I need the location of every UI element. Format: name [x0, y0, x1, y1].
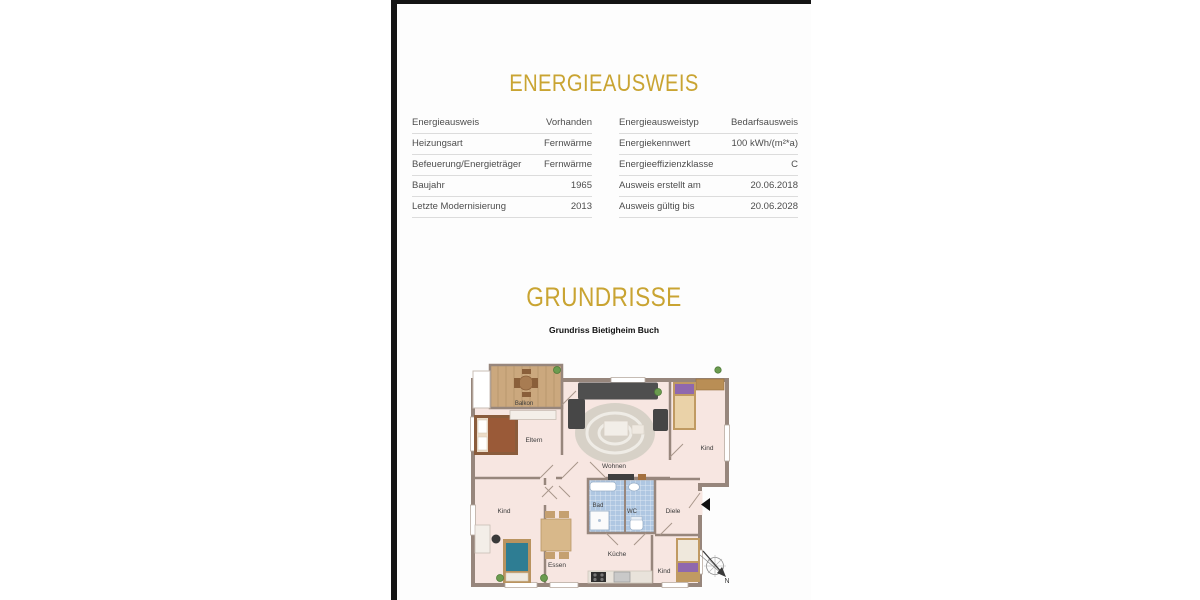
room-label: Essen	[547, 562, 567, 569]
energy-row-value: 2013	[570, 201, 592, 212]
energy-row-value: Fernwärme	[543, 138, 592, 149]
room-label: Küche	[607, 551, 627, 558]
energy-row-label: Ausweis gültig bis	[619, 201, 695, 212]
room-label: Balkon	[514, 401, 534, 407]
energy-table-right	[619, 113, 798, 218]
room-label: WC	[627, 509, 637, 515]
energy-row-label: Energieausweistyp	[619, 117, 699, 128]
energy-table-row	[412, 134, 592, 155]
energy-row-label: Befeuerung/Energieträger	[412, 159, 522, 170]
balcony-table	[519, 376, 533, 390]
expose-page	[397, 4, 811, 600]
balcony-side-niche	[473, 371, 490, 408]
energy-row-value: 1965	[570, 180, 592, 191]
energy-table-row	[412, 155, 592, 176]
section-title-energieausweis: ENERGIEAUSWEIS	[509, 70, 699, 97]
energy-row-value: 100 kWh/(m²*a)	[731, 138, 798, 149]
room-label: Eltern	[525, 437, 543, 444]
kitchen-counter	[588, 571, 652, 583]
energy-row-label: Energieausweis	[412, 117, 480, 128]
energy-table-row	[412, 176, 592, 197]
room-label: Kind	[497, 508, 511, 515]
room-label: Diele	[665, 508, 681, 515]
room-label: Kind	[700, 445, 714, 452]
room-label: Wohnen	[601, 463, 627, 470]
floorplan-image	[410, 345, 800, 600]
energy-row-value: 20.06.2018	[750, 180, 798, 191]
energy-row-value: Fernwärme	[543, 159, 592, 170]
room-label: Kind	[657, 568, 671, 575]
energy-row-label: Ausweis erstellt am	[619, 180, 701, 191]
energy-row-value: Bedarfsausweis	[730, 117, 798, 128]
section-title-grundrisse: GRUNDRISSE	[526, 282, 682, 312]
energy-row-label: Heizungsart	[412, 138, 463, 149]
energy-row-label: Baujahr	[412, 180, 445, 191]
energy-row-label: Letzte Modernisierung	[412, 201, 506, 212]
room-label: Bad	[592, 503, 604, 509]
child-room-br-furniture	[676, 538, 700, 582]
energy-table-row	[619, 113, 798, 134]
energy-row-label: Energiekennwert	[619, 138, 691, 149]
energy-table-row	[619, 155, 798, 176]
energy-table-row	[412, 197, 592, 218]
compass-icon	[700, 551, 726, 577]
parents-bed	[474, 415, 518, 455]
energy-row-value: 20.06.2028	[750, 201, 798, 212]
energy-table-row	[619, 197, 798, 218]
room-label: N	[724, 578, 730, 585]
energy-table-row	[619, 176, 798, 197]
energy-row-label: Energieeffizienzklasse	[619, 159, 714, 170]
energy-table-row	[619, 134, 798, 155]
energy-table-left	[412, 113, 592, 218]
floorplan-caption: Grundriss Bietigheim Buch	[548, 325, 660, 335]
energy-row-value: Vorhanden	[546, 117, 592, 128]
energy-row-value: C	[791, 159, 798, 170]
energy-table-row	[412, 113, 592, 134]
wardrobe	[510, 411, 556, 420]
